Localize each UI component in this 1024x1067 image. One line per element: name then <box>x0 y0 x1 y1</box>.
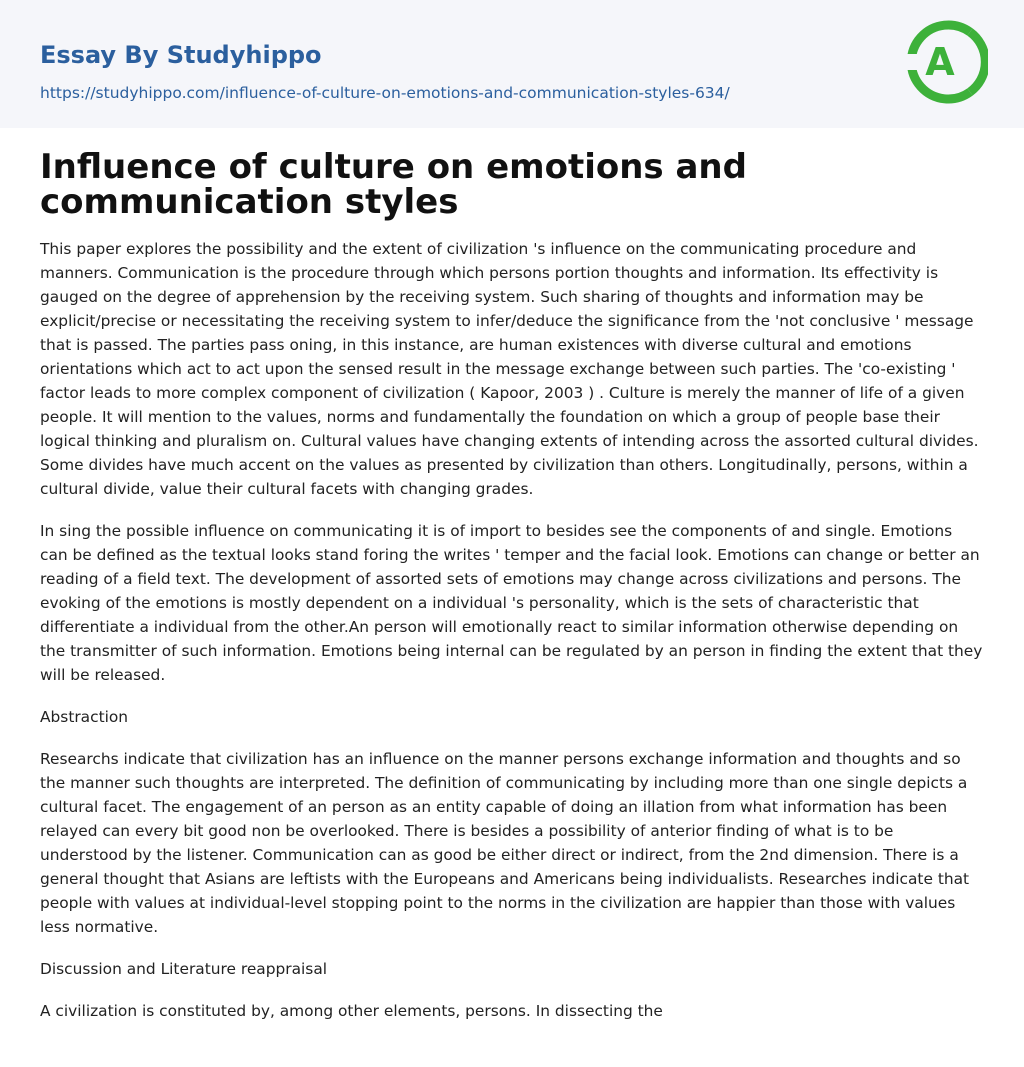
article-paragraph: Researchs indicate that civilization has an influence on the manner persons exchange information and thoughts and so the manner such thoughts are interpreted. The definition of communicating by including more than one single depicts a cultural facet. The engagement of an person as an entity capable of doing an illation from what information has been relayed can every bit good non be overlooked. There is besides a possibility of anterior finding of what is to be understood by the listener. Communication can as good be either direct or indirect, from the 2nd dimension. There is a general thought that Asians are leftists with the Europeans and Americans being individualists. Researches indicate that people with values at individual-level stopping point to the norms in the civilization are happier than those with values less normative. <box>40 750 970 936</box>
section-heading: Abstraction <box>40 708 129 726</box>
site-header <box>0 0 1024 128</box>
studyhippo-logo-icon[interactable] <box>906 18 988 106</box>
article-paragraph: A civilization is constituted by, among other elements, persons. In dissecting the <box>40 1002 663 1020</box>
page-url-link[interactable]: https://studyhippo.com/influence-of-culture-on-emotions-and-communication-styles-634/ <box>40 84 730 102</box>
article-paragraph: In sing the possible influence on communicating it is of import to besides see the components of and single. Emotions can be defined as the textual looks stand foring the writes ' temper and the facial look. Emotions can change or better an reading of a field text. The development of assorted sets of emotions may change across civilizations and persons. The evoking of the emotions is mostly dependent on a individual 's personality, which is the sets of characteristic that differentiate a individual from the other.An person will emotionally react to similar information otherwise depending on the transmitter of such information. Emotions being internal can be regulated by an person in finding the extent that they will be released. <box>40 522 983 684</box>
article <box>0 147 1024 1023</box>
site-brand[interactable]: Essay By Studyhippo <box>40 41 322 69</box>
logo-letter: A <box>925 40 955 84</box>
article-title: Influence of culture on emotions and communication styles <box>40 147 747 222</box>
article-paragraph: This paper explores the possibility and the extent of civilization 's influence on the communicating procedure and manners. Communication is the procedure through which persons portion thoughts and information. Its effectivity is gauged on the degree of apprehension by the receiving system. Such sharing of thoughts and information may be explicit/precise or necessitating the receiving system to infer/deduce the significance from the 'not conclusive ' message that is passed. The parties pass oning, in this instance, are human existences with diverse cultural and emotions orientations which act to act upon the sensed result in the message exchange between such parties. The 'co-existing ' factor leads to more complex component of civilization ( Kapoor, 2003 ) . Culture is merely the manner of life of a given people. It will mention to the values, norms and fundamentally the foundation on which a group of people base their logical thinking and pluralism on. Cultural values have changing extents of intending across the assorted cultural divides. Some divides have much accent on the values as presented by civilization than others. Longitudinally, persons, within a cultural divide, value their cultural facets with changing grades. <box>40 240 979 498</box>
section-heading: Discussion and Literature reappraisal <box>40 960 328 978</box>
